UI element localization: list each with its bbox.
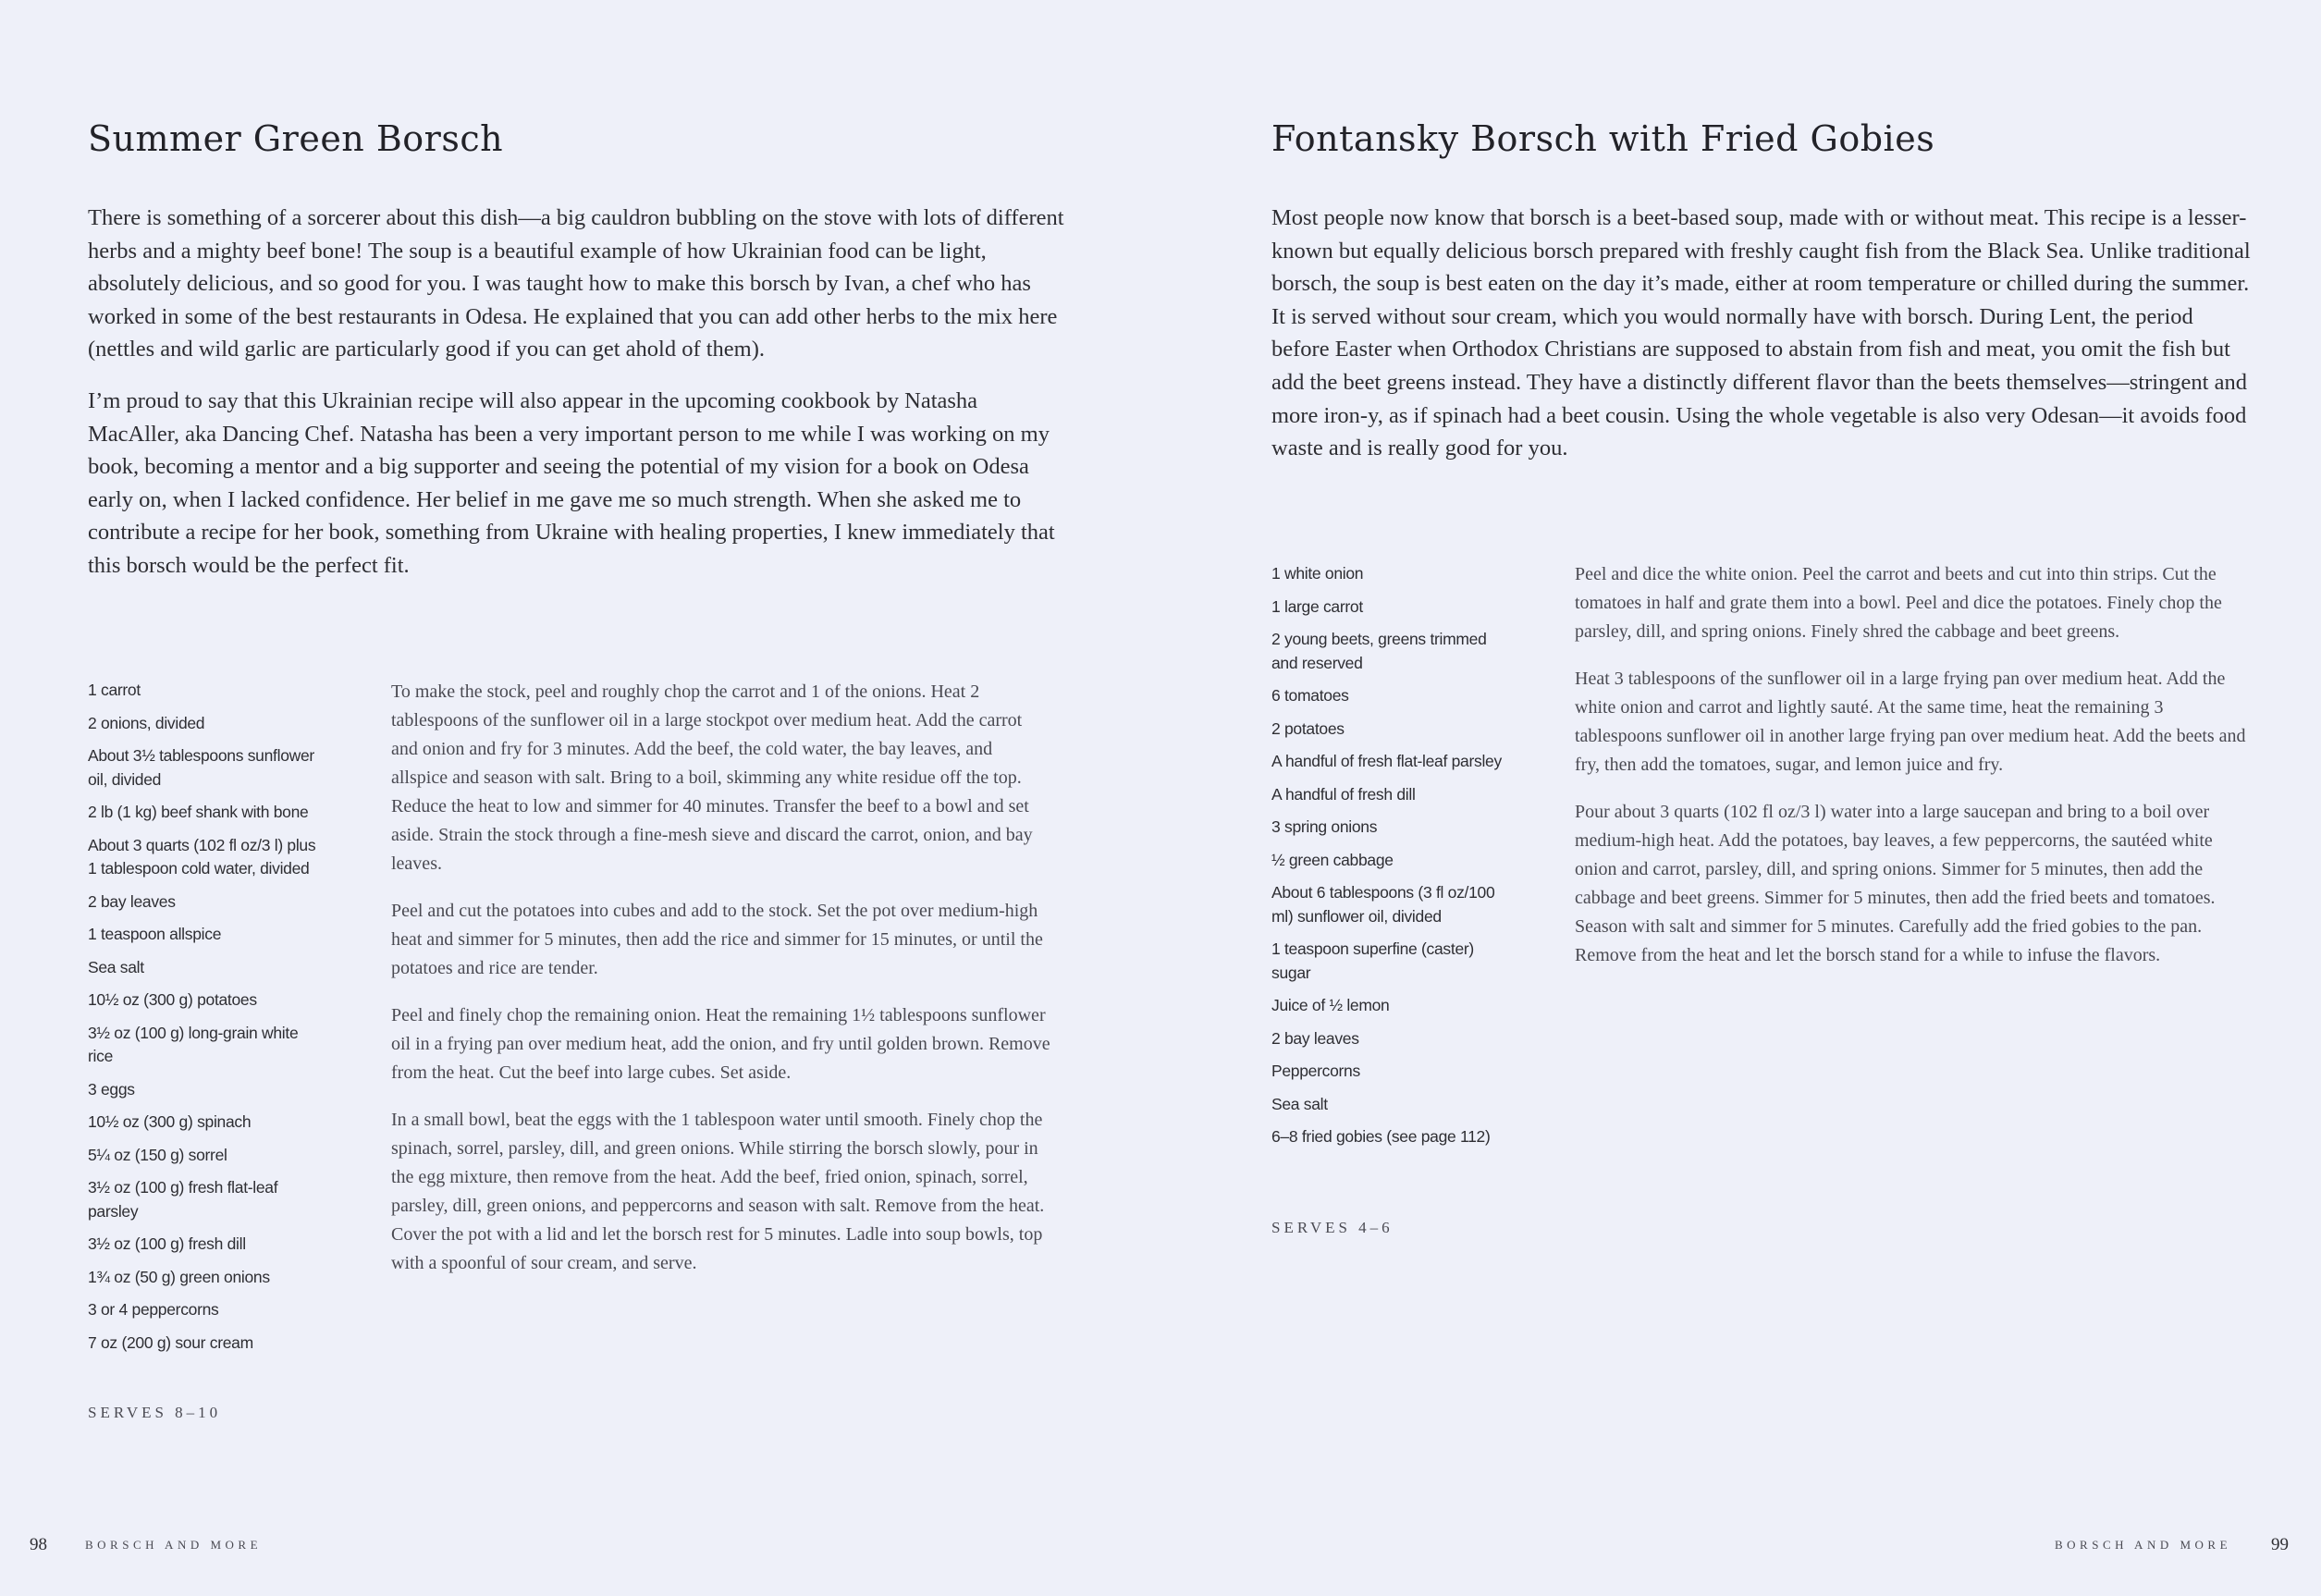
intro-paragraph: There is something of a sorcerer about this dish—a big cauldron bubbling on the stove with lots of different herbs and a mighty beef bone! The soup is a beautiful example of how Ukrainian food can be light, absolutely delicious, and so good for you. I was taught how to make this borsch by Ivan, a chef who has worked in some of the best restaurants in Odesa. He explained that you can add other herbs to the mix here (nettles and wild garlic are particularly good if you can get ahold of them). (88, 205, 1064, 362)
ingredient-item: A handful of fresh flat-leaf parsley (1271, 752, 1502, 770)
method-step: In a small bowl, beat the eggs with the 1 tablespoon water until smooth. Finely chop the spinach, sorrel, parsley, dill, and green onions. While stirring the borsch slowly, pour in the egg mixture, then remove from the heat. Add the beef, fried onion, spinach, sorrel, parsley, dill, green onions, and peppercorns and season with salt. Remove from the heat. Cover the pot with a lid and let the borsch rest for 5 minutes. Ladle into soup bowls, top with a spoonful of sour cream, and serve. (391, 1110, 1045, 1273)
ingredient-item: 1¾ oz (50 g) green onions (88, 1267, 270, 1286)
ingredient-item: 3 eggs (88, 1079, 135, 1099)
ingredient-item: 2 onions, divided (88, 713, 205, 732)
ingredient-item: 3 spring onions (1271, 817, 1378, 836)
ingredient-item: 3½ oz (100 g) fresh dill (88, 1234, 246, 1253)
method-step: Heat 3 tablespoons of the sunflower oil in a large frying pan over medium heat. Add the white onion and carrot and lightly sauté. At the same time, heat the remaining 3 tablespoons sunflower oil in another large frying pan over medium heat. Add the beets and fry, then add the tomatoes, sugar, and lemon juice and fry. (1575, 669, 2246, 775)
intro-paragraph: I’m proud to say that this Ukrainian recipe will also appear in the upcoming cookbook by Natasha MacAller, aka Dancing Chef. Natasha has been a very important person to me while I was working on my book, becoming a mentor and a big supporter and seeing the potential of my vision for a book on Odesa early on, when I lacked confidence. Her belief in me gave me so much strength. When she asked me to contribute a recipe for her book, something from Ukraine with healing properties, I knew immediately that this borsch would be the perfect fit. (88, 387, 1055, 578)
ingredient-item: 2 bay leaves (1271, 1028, 1359, 1048)
ingredient-item: 1 teaspoon allspice (88, 925, 222, 943)
ingredient-item: 2 potatoes (1271, 718, 1345, 738)
ingredient-item: 2 bay leaves (88, 891, 176, 911)
ingredient-item: 7 oz (200 g) sour cream (88, 1332, 253, 1352)
recipe-method (391, 678, 1052, 1296)
ingredient-item: About 6 tablespoons (3 fl oz/100 ml) sunflower oil, divided (1271, 883, 1495, 926)
page-number: 98 (30, 1535, 47, 1554)
running-head: BORSCH AND MORE (85, 1538, 263, 1552)
ingredient-list (88, 679, 324, 1364)
ingredient-item: Juice of ½ lemon (1271, 996, 1390, 1014)
serves-label: SERVES 8–10 (88, 1404, 222, 1421)
ingredient-item: 6–8 fried gobies (see page 112) (1271, 1127, 1491, 1146)
serves-label: SERVES 4–6 (1271, 1219, 1394, 1236)
ingredient-item: 2 lb (1 kg) beef shank with bone (88, 803, 309, 821)
ingredient-item: 1 teaspoon superfine (caster) sugar (1271, 939, 1474, 982)
method-step: To make the stock, peel and roughly chop the carrot and 1 of the onions. Heat 2 tablespoons of the sunflower oil in a large stockpot over medium heat. Add the carrot and onion and fry for 3 minutes. Add the beef, the cold water, the bay leaves, and allspice and season with salt. Bring to a boil, skimming any white residue off the top. Reduce the heat to low and simmer for 40 minutes. Transfer the beef to a bowl and set aside. Strain the stock through a fine-mesh sieve and discard the carrot, onion, and bay leaves. (391, 681, 1033, 874)
ingredient-item: About 3½ tablespoons sunflower oil, divided (88, 746, 314, 789)
ingredient-item: 2 young beets, greens trimmed and reserved (1271, 630, 1487, 672)
ingredient-item: 1 white onion (1271, 564, 1364, 583)
ingredient-item: 10½ oz (300 g) spinach (88, 1112, 252, 1131)
ingredient-item: 1 large carrot (1271, 596, 1363, 616)
ingredient-item: 3 or 4 peppercorns (88, 1300, 219, 1319)
recipe-title: Summer Green Borsch (88, 118, 504, 159)
ingredient-item: Sea salt (1271, 1094, 1328, 1113)
recipe-intro (1271, 202, 2252, 484)
ingredient-item: A handful of fresh dill (1271, 784, 1416, 804)
ingredient-item: 6 tomatoes (1271, 686, 1349, 705)
ingredient-item: 3½ oz (100 g) long-grain white rice (88, 1023, 299, 1065)
ingredient-item: Sea salt (88, 957, 144, 976)
method-step: Peel and finely chop the remaining onion. Heat the remaining 1½ tablespoons sunflower oil in a frying pan over medium heat, add the onion, and fry until golden brown. Remove from the heat. Cut the beef into large cubes. Set aside. (391, 1005, 1050, 1083)
ingredient-item: 5¼ oz (150 g) sorrel (88, 1145, 227, 1164)
intro-paragraph: Most people now know that borsch is a beet-based soup, made with or without meat. This recipe is a lesser-known but equally delicious borsch prepared with freshly caught fish from the Black Sea. Unlike traditional borsch, the soup is best eaten on the day it’s made, either at room temperature or chilled during the summer. It is served without sour cream, which you would normally have with borsch. During Lent, the period before Easter when Orthodox Christians are supposed to abstain from fish and meat, you omit the fish but add the beet greens instead. They have a distinctly different flavor than the beets themselves—stringent and more iron-y, as if spinach had a beet cousin. Using the whole vegetable is also very Odesan—it avoids food waste and is really good for you. (1271, 205, 2251, 461)
ingredient-item: 3½ oz (100 g) fresh flat-leaf parsley (88, 1178, 278, 1221)
ingredient-list (1271, 562, 1503, 1159)
page-number: 99 (2271, 1535, 2289, 1554)
running-head: BORSCH AND MORE (2055, 1538, 2232, 1552)
right-page (1160, 0, 2321, 1596)
ingredient-item: ½ green cabbage (1271, 850, 1394, 869)
recipe-method (1575, 560, 2250, 988)
ingredient-item: Peppercorns (1271, 1062, 1360, 1080)
left-page (0, 0, 1160, 1596)
recipe-title: Fontansky Borsch with Fried Gobies (1271, 118, 1935, 159)
method-step: Peel and dice the white onion. Peel the carrot and beets and cut into thin strips. Cut the tomatoes in half and grate them into a bowl. Peel and dice the potatoes. Finely chop the parsley, dill, and spring onions. Finely shred the cabbage and beet greens. (1575, 564, 2222, 642)
recipe-intro (88, 202, 1068, 601)
ingredient-item: 10½ oz (300 g) potatoes (88, 990, 257, 1009)
method-step: Peel and cut the potatoes into cubes and add to the stock. Set the pot over medium-high heat and simmer for 5 minutes, then add the rice and simmer for 15 minutes, or until the potatoes and rice are tender. (391, 901, 1043, 978)
method-step: Pour about 3 quarts (102 fl oz/3 l) water into a large saucepan and bring to a boil over medium-high heat. Add the potatoes, bay leaves, a few peppercorns, the sautéed white onion and carrot, parsley, dill, and spring onions. Simmer for 5 minutes, then add the cabbage and beet greens. Simmer for 5 minutes, then add the fried beets and tomatoes. Season with salt and simmer for 5 minutes. Carefully add the fried gobies to the pan. Remove from the heat and let the borsch stand for a while to infuse the flavors. (1575, 802, 2216, 965)
ingredient-item: About 3 quarts (102 fl oz/3 l) plus 1 tablespoon cold water, divided (88, 835, 316, 878)
ingredient-item: 1 carrot (88, 681, 141, 699)
